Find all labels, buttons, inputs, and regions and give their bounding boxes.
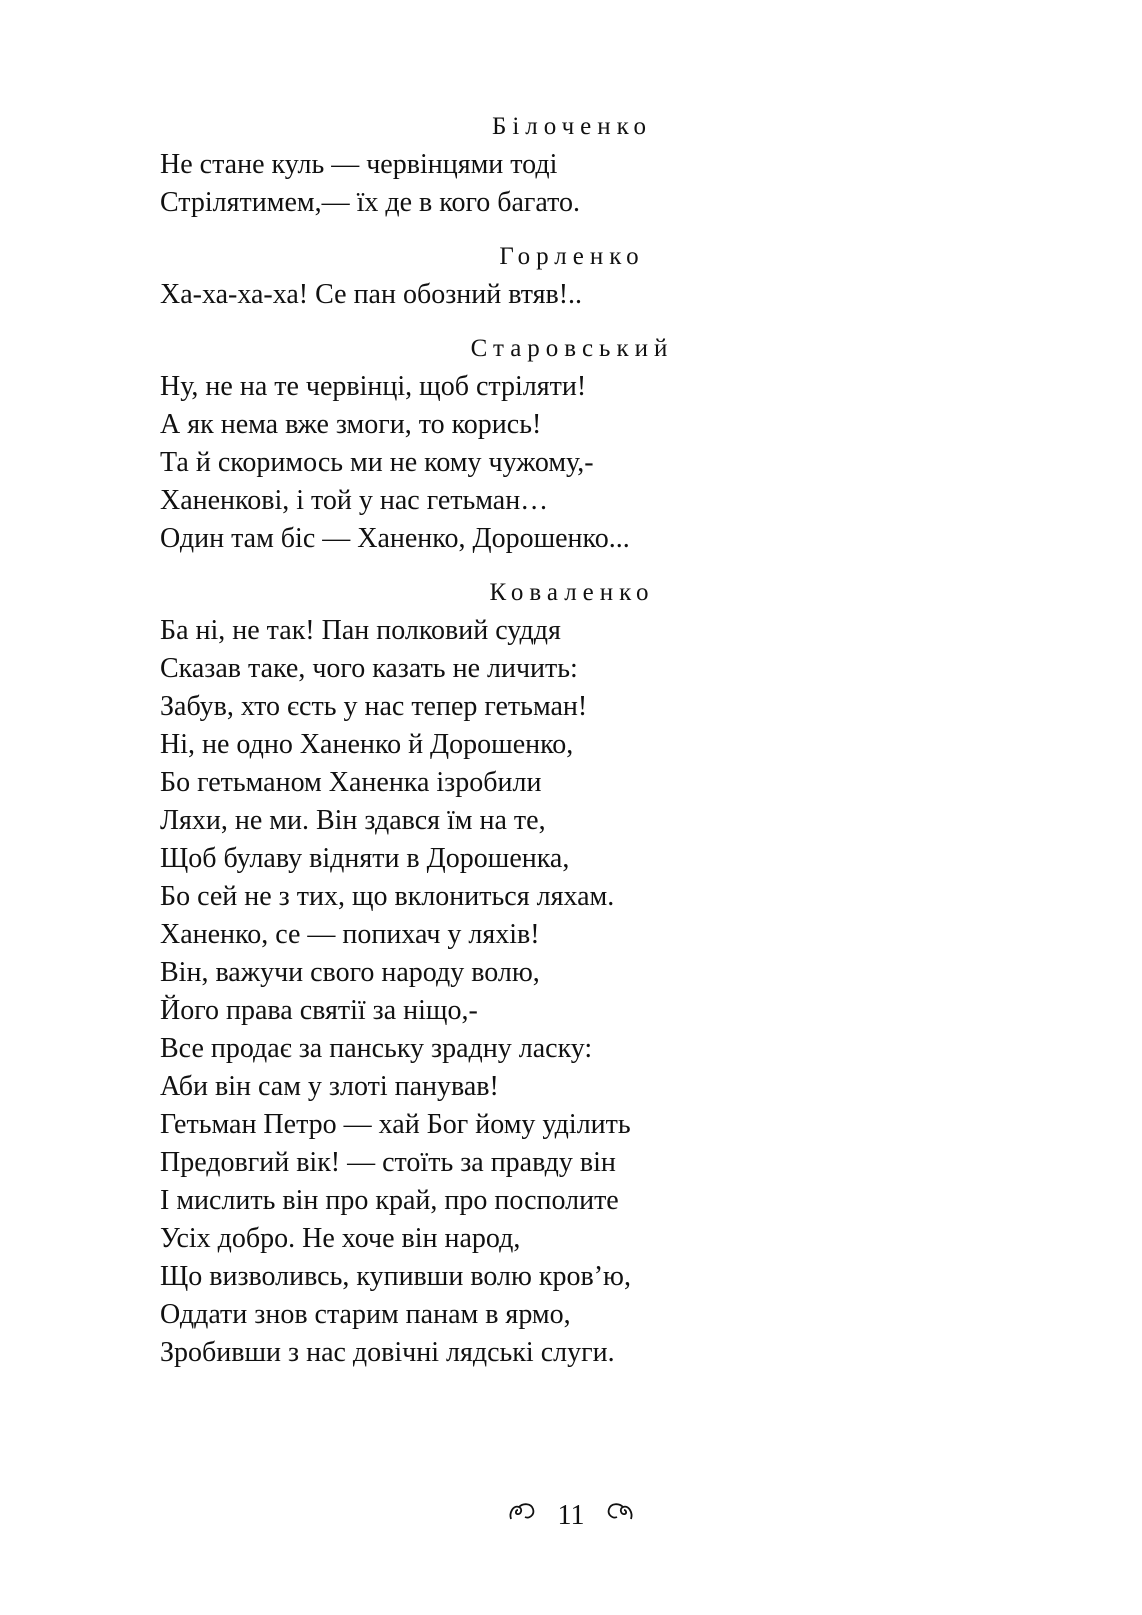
fleuron-left-icon: [507, 1499, 537, 1533]
verse-line: Ханенко, се — попихач у ляхів!: [160, 919, 540, 950]
verse-line: Його права святії за ніщо,-: [160, 995, 478, 1026]
speaker-name: Старовський: [470, 335, 674, 362]
fleuron-right-icon: [605, 1499, 635, 1533]
verse-line: Ха-ха-ха-ха! Се пан обозний втяв!..: [160, 279, 583, 310]
dialogue-block-starovsky: [160, 330, 760, 558]
verse-line: Бо сей не з тих, що вклониться ляхам.: [160, 881, 615, 912]
verse-line: Стрілятимем,— їх де в кого багато.: [160, 187, 580, 218]
verse-line: Все продає за панську зрадну ласку:: [160, 1033, 593, 1064]
verse-line: Оддати знов старим панам в ярмо,: [160, 1299, 571, 1330]
verse-line: Він, важучи свого народу волю,: [160, 957, 540, 988]
verse-line: Аби він сам у злоті панував!: [160, 1071, 499, 1102]
speaker-name: Горленко: [499, 243, 645, 270]
page-number: 11: [557, 1499, 585, 1531]
verse-line: Ляхи, не ми. Він здався їм на те,: [160, 805, 546, 836]
verse-line: А як нема вже змоги, то корись!: [160, 409, 542, 440]
verse-line: І мислить він про край, про посполите: [160, 1185, 619, 1216]
verse-line: Гетьман Петро — хай Бог йому уділить: [160, 1109, 631, 1140]
verse-line: Що визволивсь, купивши волю кров’ю,: [160, 1261, 631, 1292]
verse-line: Забув, хто єсть у нас тепер гетьман!: [160, 691, 588, 722]
verse-line: Ханенкові, і той у нас гетьман…: [160, 485, 549, 516]
verse-line: Предовгий вік! — стоїть за правду він: [160, 1147, 616, 1178]
verse-line: Один там біс — Ханенко, Дорошенко...: [160, 523, 630, 554]
verse-line: Не стане куль — червінцями тоді: [160, 149, 558, 180]
dialogue-block-kovalenko: [160, 574, 760, 1372]
verse-line: Усіх добро. Не хоче він народ,: [160, 1223, 521, 1254]
document-page: [160, 108, 760, 1388]
verse-line: Ба ні, не так! Пан полковий суддя: [160, 615, 561, 646]
dialogue-block-bilochenko: [160, 108, 760, 222]
page-footer: [0, 1497, 1142, 1533]
dialogue-block-gorlenko: [160, 238, 760, 314]
verse-line: Ну, не на те червінці, щоб стріляти!: [160, 371, 587, 402]
verse-line: Бо гетьманом Ханенка ізробили: [160, 767, 542, 798]
verse-line: Ні, не одно Ханенко й Дорошенко,: [160, 729, 574, 760]
speaker-name: Коваленко: [489, 579, 655, 606]
speaker-name: Білоченко: [491, 113, 653, 140]
verse-line: Та й скоримось ми не кому чужому,-: [160, 447, 594, 478]
verse-line: Щоб булаву відняти в Дорошенка,: [160, 843, 570, 874]
verse-line: Зробивши з нас довічні лядські слуги.: [160, 1337, 615, 1368]
verse-line: Сказав таке, чого казать не личить:: [160, 653, 578, 684]
